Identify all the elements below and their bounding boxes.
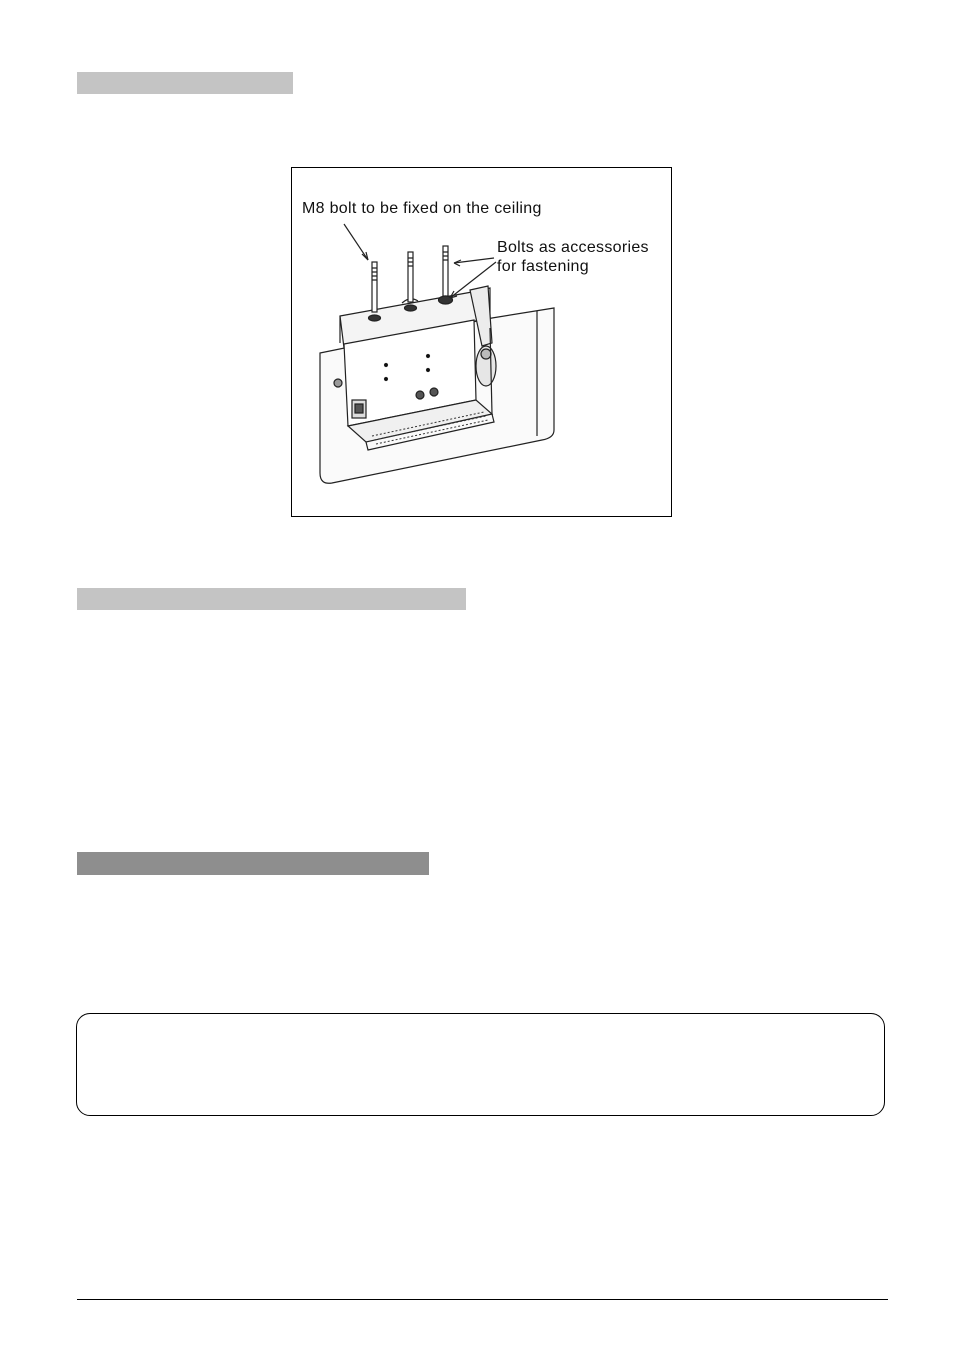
leader-line-ceiling <box>344 224 368 260</box>
note-box <box>76 1013 885 1116</box>
footer-rule <box>77 1299 888 1300</box>
connector-2 <box>430 388 438 396</box>
section-heading-bar-2 <box>77 588 466 610</box>
label-accessory-bolts-line2: for fastening <box>497 258 589 275</box>
mounting-figure <box>291 167 672 517</box>
mounting-illustration <box>292 168 673 518</box>
connector-1 <box>416 391 424 399</box>
accessory-bolt-2 <box>439 246 453 304</box>
section-heading-bar-3 <box>77 852 429 875</box>
label-accessory-bolts-line1: Bolts as accessories <box>497 239 649 256</box>
label-ceiling-bolt: M8 bolt to be fixed on the ceiling <box>302 200 542 217</box>
section-heading-bar-1 <box>77 72 293 94</box>
